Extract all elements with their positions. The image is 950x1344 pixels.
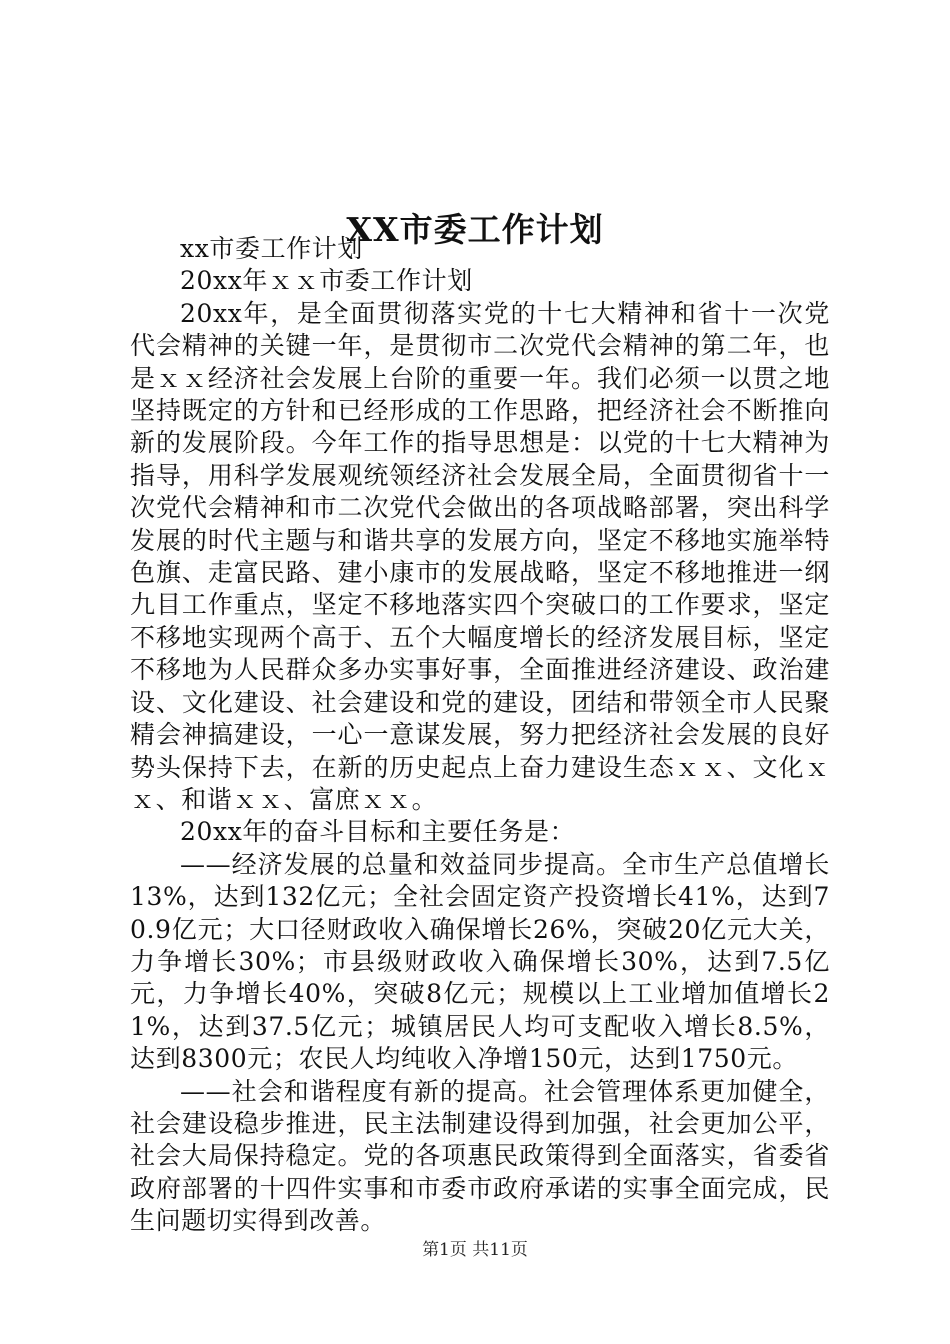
paragraph-guiding-thought: 20xx年，是全面贯彻落实党的十七大精神和省十一次党代会精神的关键一年，是贯彻市二次党代会精神的第二年，也是ｘｘ经济社会发展上台阶的重要一年。我们必须一以贯之地坚持既定的方针和已经形成的工作思路，把经济社会不断推向新的发展阶段。今年工作的指导思想是：以党的十七大精神为指导，用科学发展观统领经济社会发展全局，全面贯彻省十一次党代会精神和市二次党代会做出的各项战略部署，突出科学发展的时代主题与和谐共享的发展方向，坚定不移地实施举特色旗、走富民路、建小康市的发展战略，坚定不移地推进一纲九目工作重点，坚定不移地落实四个突破口的工作要求，坚定不移地实现两个高于、五个大幅度增长的经济发展目标，坚定不移地为人民群众多办实事好事，全面推进经济建设、政治建设、文化建设、社会建设和党的建设，团结和带领全市人民聚精会神搞建设，一心一意谋发展，努力把经济社会发展的良好势头保持下去，在新的历史起点上奋力建设生态ｘｘ、文化ｘｘ、和谐ｘｘ、富庶ｘｘ。 — [130, 298, 830, 814]
paragraph-plan-heading: 20xx年ｘｘ市委工作计划 — [180, 266, 473, 296]
page-footer: 第1页 共11页 — [422, 1240, 528, 1260]
document-title: XX市委工作计划 — [346, 210, 604, 250]
paragraph-economic-goals: ——经济发展的总量和效益同步提高。全市生产总值增长13%，达到132亿元；全社会固定资产投资增长41%，达到70.9亿元；大口径财政收入确保增长26%，突破20亿元大关，力争增长30%；市县级财政收入确保增长30%，达到7.5亿元，力争增长40%，突破8亿元；规模以上工业增加值增长21%，达到37.5亿元；城镇居民人均可支配收入增长8.5%，达到8300元；农民人均纯收入净增150元，达到1750元。 — [130, 849, 830, 1074]
document-body — [130, 233, 830, 1238]
paragraph-goals-intro: 20xx年的奋斗目标和主要任务是： — [180, 817, 576, 847]
paragraph-subtitle: xx市委工作计划 — [180, 234, 363, 263]
paragraph-social-goals: ——社会和谐程度有新的提高。社会管理体系更加健全，社会建设稳步推进，民主法制建设得到加强，社会更加公平，社会大局保持稳定。党的各项惠民政策得到全面落实，省委省政府部署的十四件实事和市委市政府承诺的实事全面完成，民生问题切实得到改善。 — [130, 1076, 830, 1236]
